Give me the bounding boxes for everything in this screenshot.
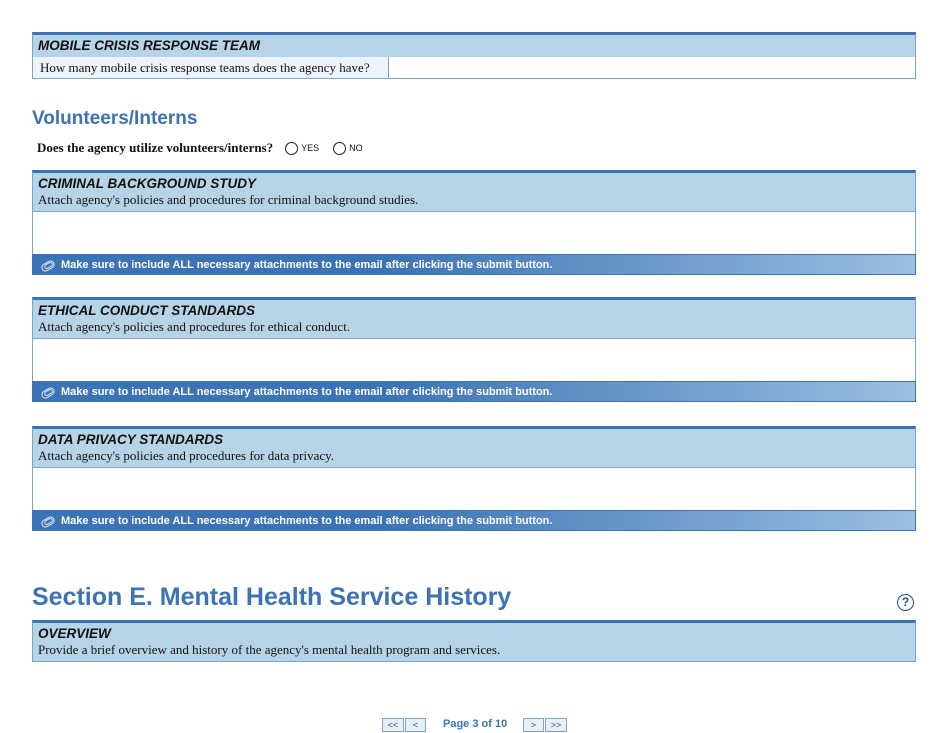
page-indicator: Page 3 of 10 — [443, 718, 508, 730]
mobile-crisis-section — [32, 32, 916, 79]
mobile-crisis-header — [32, 32, 916, 57]
yes-radio[interactable] — [285, 142, 298, 155]
mobile-crisis-row — [32, 57, 916, 79]
volunteers-question-row — [37, 140, 375, 156]
attachment-notice-text: Make sure to include ALL necessary attachments to the email after clicking the submit button. — [61, 514, 553, 527]
overview-title: OVERVIEW — [38, 626, 111, 641]
overview-section — [32, 620, 916, 662]
no-radio[interactable] — [333, 142, 346, 155]
attachment-notice — [32, 254, 916, 275]
paperclip-icon — [41, 515, 55, 527]
ethical-conduct-header — [32, 297, 916, 338]
next-page-button[interactable]: > — [523, 718, 544, 732]
mobile-crisis-title: MOBILE CRISIS RESPONSE TEAM — [38, 38, 261, 53]
ethical-conduct-title: ETHICAL CONDUCT STANDARDS — [38, 303, 255, 318]
paperclip-icon — [41, 259, 55, 271]
ethical-conduct-field[interactable] — [32, 338, 916, 381]
attachment-notice-text: Make sure to include ALL necessary attachments to the email after clicking the submit button. — [61, 258, 553, 271]
yes-label: YES — [301, 143, 320, 153]
criminal-background-header — [32, 170, 916, 211]
data-privacy-desc: Attach agency's policies and procedures for data privacy. — [38, 448, 335, 463]
help-icon[interactable]: ? — [897, 594, 914, 611]
overview-desc: Provide a brief overview and history of the agency's mental health program and services. — [38, 642, 501, 657]
data-privacy-field[interactable] — [32, 467, 916, 510]
attachment-notice — [32, 510, 916, 531]
last-page-button[interactable]: >> — [545, 718, 567, 732]
data-privacy-title: DATA PRIVACY STANDARDS — [38, 432, 224, 447]
prev-page-button[interactable]: < — [405, 718, 426, 732]
overview-header — [32, 620, 916, 662]
criminal-background-field[interactable] — [32, 211, 916, 254]
data-privacy-header — [32, 426, 916, 467]
no-label: NO — [349, 143, 363, 153]
mobile-crisis-question: How many mobile crisis response teams does the agency have? — [33, 57, 389, 78]
attachment-notice-text: Make sure to include ALL necessary attachments to the email after clicking the submit button. — [61, 385, 553, 398]
criminal-background-title: CRIMINAL BACKGROUND STUDY — [38, 176, 256, 191]
data-privacy-section — [32, 426, 916, 531]
ethical-conduct-desc: Attach agency's policies and procedures for ethical conduct. — [38, 319, 351, 334]
pagination — [0, 718, 950, 733]
section-e-title: Section E. Mental Health Service History — [32, 583, 512, 611]
volunteers-heading: Volunteers/Interns — [32, 108, 198, 129]
attachment-notice — [32, 381, 916, 402]
criminal-background-desc: Attach agency's policies and procedures for criminal background studies. — [38, 192, 419, 207]
ethical-conduct-section — [32, 297, 916, 402]
paperclip-icon — [41, 386, 55, 398]
mobile-crisis-count-input[interactable] — [389, 57, 915, 78]
criminal-background-section — [32, 170, 916, 275]
volunteers-question: Does the agency utilize volunteers/interns? — [37, 140, 274, 155]
first-page-button[interactable]: << — [382, 718, 404, 732]
